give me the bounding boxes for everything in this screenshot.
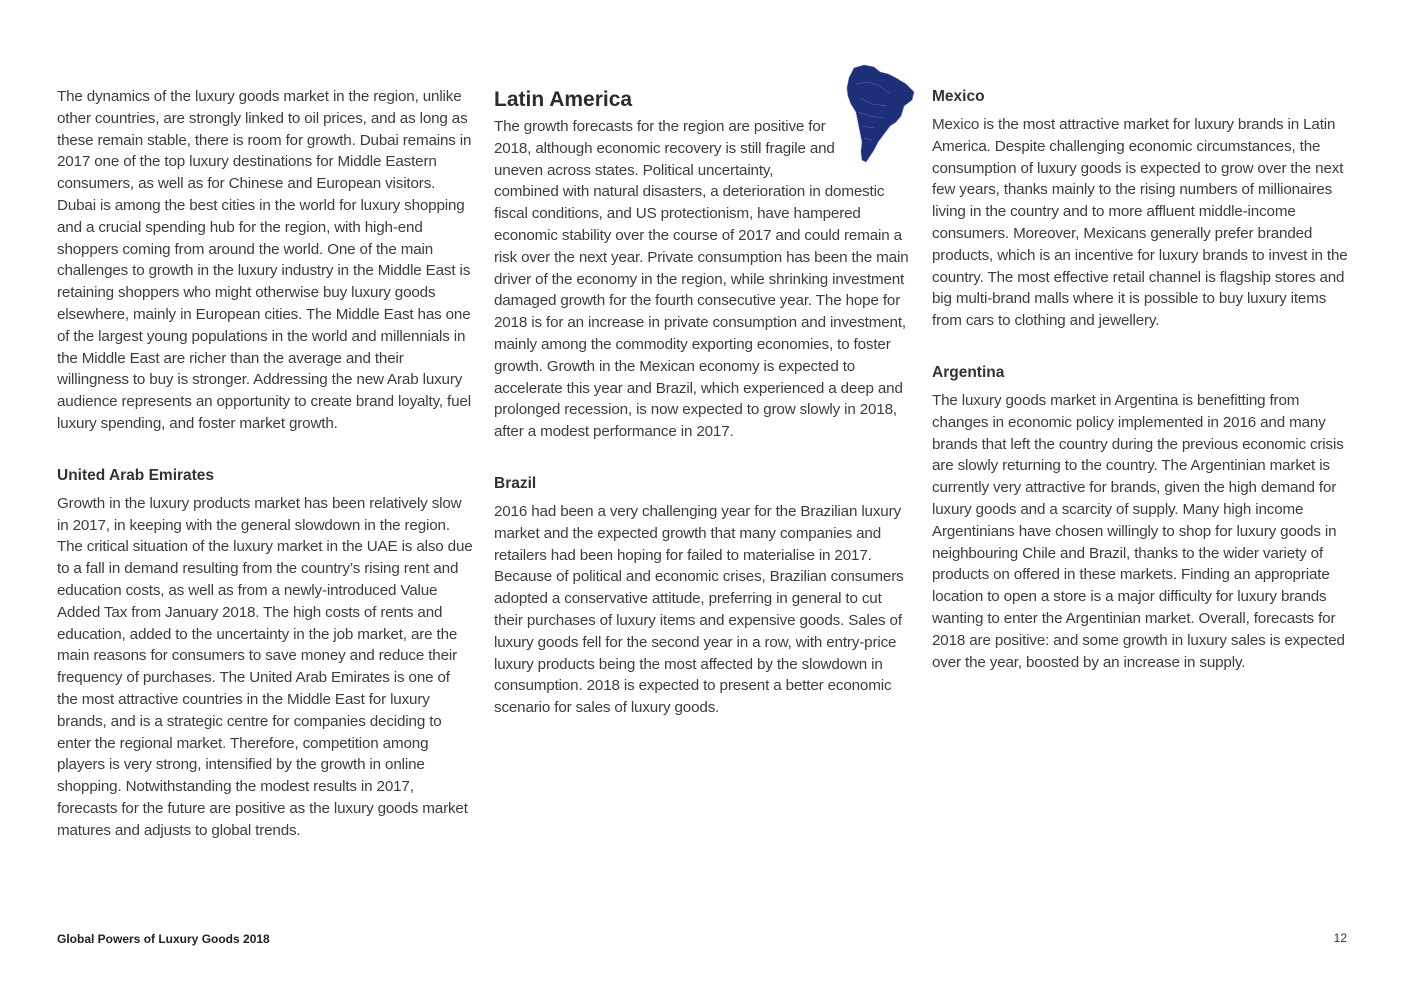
column-mexico-argentina [932,86,1348,673]
mexico-heading: Mexico [932,88,985,105]
brazil-heading: Brazil [494,474,537,492]
latin-america-heading: Latin America [494,88,633,111]
south-america-map-icon [846,64,916,164]
argentina-text: The luxury goods market in Argentina is benefitting from changes in economic policy implemented in 2016 and many brands that left the country during the previous economic crisis are slowly returning to the country. The Argentinian market is currently very attractive for brands, given the high demand for luxury goods and a scarcity of supply. Many high income Argentinians have chosen willingly to shop for luxury goods in neighbouring Chile and Brazil, thanks to the wider variety of products on offered in these markets. Finding an appropriate location to open a store is a major difficulty for luxury brands wanting to enter the Argentinian market. Overall, forecasts for 2018 are positive: and some growth in luxury sales is expected over the year, boosted by an increase in supply. [932,391,1345,671]
column-latin-america [494,86,910,719]
column-middle-east [57,86,473,842]
page-number: 12 [1333,931,1347,945]
mexico-text: Mexico is the most attractive market for luxury brands in Latin America. Despite challenging economic circumstances, the consumption of luxury goods is expected to grow over the next few years, thanks mainly to the rising numbers of millionaires living in the country and to more affluent middle-income consumers. Moreover, Mexicans generally prefer branded products, which is an incentive for luxury brands to invest in the country. The most effective retail channel is flagship stores and big multi-brand malls where it is possible to buy luxury items from cars to clothing and jewellery. [932,116,1348,330]
uae-heading: United Arab Emirates [57,466,215,484]
latin-america-intro: The growth forecasts for the region are positive for 2018, although economic recovery is still fragile and uneven across states. Political uncertainty, combined with natural disasters, a deterioration in domestic fiscal conditions, and US protectionism, have hampered economic stability over the course of 2017 and could remain a risk over the next year. Private consumption has been the main driver of the economy in the region, while shrinking investment damaged growth for the fourth consecutive year. The hope for 2018 is for an increase in private consumption and investment, mainly among the commodity exporting economies, to foster growth. Growth in the Mexican economy is expected to accelerate this year and Brazil, which experienced a deep and prolonged recession, is now expected to grow slowly in 2018, after a modest performance in 2017. [494,118,909,441]
uae-text: Growth in the luxury products market has been relatively slow in 2017, in keeping with the general slowdown in the region. The critical situation of the luxury market in the UAE is also due to a fall in demand resulting from the country’s rising rent and education costs, as well as from a newly-introduced Value Added Tax from January 2018. The high costs of rents and education, added to the uncertainty in the job market, are the main reasons for consumers to save money and reduce their frequency of purchases. The United Arab Emirates is one of the most attractive countries in the Middle East for luxury brands, and is a strategic centre for companies deciding to enter the regional market. Therefore, competition among players is very strong, intensified by the growth in online shopping. Notwithstanding the modest results in 2017, forecasts for the future are positive as the luxury goods market matures and adjusts to global trends. [57,494,473,839]
footer-title: Global Powers of Luxury Goods 2018 [57,932,270,946]
middle-east-intro: The dynamics of the luxury goods market in the region, unlike other countries, are strongly linked to oil prices, and as long as these remain stable, there is room for growth. Dubai remains in 2017 one of the top luxury destinations for Middle Eastern consumers, as well as for Chinese and European visitors. Dubai is among the best cities in the world for luxury shopping and a crucial spending hub for the region, with high-end shoppers coming from around the world. One of the main challenges to growth in the luxury industry in the Middle East is retaining shoppers who might otherwise buy luxury goods elsewhere, mainly in European cities. The Middle East has one of the largest young populations in the world and millennials in the Middle East are richer than the average and their willingness to buy is stronger. Addressing the new Arab luxury audience represents an opportunity to create brand loyalty, fuel luxury spending, and foster market growth. [57,88,472,432]
argentina-heading: Argentina [932,363,1005,381]
brazil-text: 2016 had been a very challenging year for the Brazilian luxury market and the expected growth that many companies and retailers had been hoping for failed to materialise in 2017. Because of political and economic crises, Brazilian consumers adopted a conservative attitude, preferring in general to cut their purchases of luxury items and expensive goods. Sales of luxury goods fell for the second year in a row, with entry-price luxury products being the most affected by the slowdown in consumption. 2018 is expected to present a better economic scenario for sales of luxury goods. [494,502,904,717]
